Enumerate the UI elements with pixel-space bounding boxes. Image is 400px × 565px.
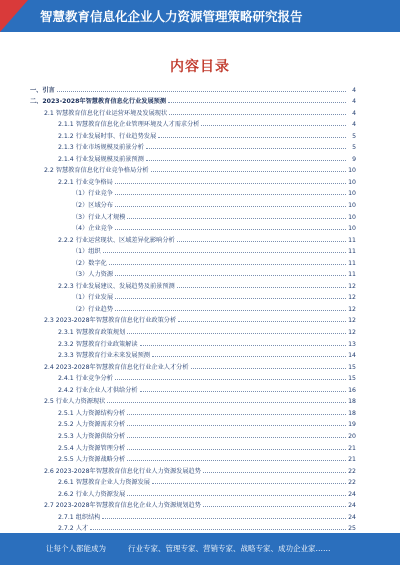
toc-page-number: 18 [348,409,356,417]
toc-page-number: 24 [348,490,356,498]
toc-page-number: 14 [348,352,356,360]
toc-leader-dots [201,125,346,126]
footer-slogan-left: 让每个人都能成为 [46,544,106,553]
toc-entry-text: 2.6 2023-2028年智慧教育信息化行业人力资源发展趋势 [44,467,201,475]
toc-leader-dots [115,206,346,207]
toc-entry[interactable] [30,209,356,221]
toc-leader-dots [168,102,346,103]
report-title: 智慧教育信息化企业人力资源管理策略研究报告 [40,9,303,24]
toc-entry[interactable] [30,486,356,498]
toc-entry[interactable] [30,301,356,313]
toc-page-number: 11 [348,271,356,279]
toc-page-number: 22 [348,479,356,487]
toc-page-number: 10 [348,178,356,186]
toc-entry[interactable] [30,371,356,383]
toc-entry[interactable] [30,163,356,175]
toc-page-number: 10 [348,213,356,221]
toc-entry-text: （2）数字化 [72,259,107,267]
toc-page-number: 18 [348,398,356,406]
toc-entry-text: 2.3 2023-2028年智慧教育信息化行业政策分析 [44,317,177,325]
toc-entry-text: 2.7.2 人才 [58,525,89,533]
toc-leader-dots [115,183,346,184]
toc-entry[interactable] [30,267,356,279]
toc-heading: 内容目录 [170,59,230,75]
toc-entry-text: 2.6.2 行业人力资源发展 [58,490,126,498]
toc-page-number: 4 [352,121,356,129]
toc-page-number: 21 [348,456,356,464]
toc-page-number: 4 [352,98,356,106]
toc-entry[interactable] [30,324,356,336]
toc-leader-dots [152,483,346,484]
toc-entry-text: 一、引言 [30,86,55,94]
toc-leader-dots [127,495,346,496]
toc-leader-dots [127,333,346,334]
footer-slogan-right: 行业专家、管理专家、营销专家、战略专家、成功企业家…… [128,544,331,553]
toc-entry-text: 2.4.1 行业竞争分析 [58,375,113,383]
toc-entry[interactable] [30,94,356,106]
toc-entry-text: 2.5.2 人力资源需求分析 [58,421,126,429]
toc-page-number: 4 [352,86,356,94]
toc-leader-dots [169,114,346,115]
toc-leader-dots [115,379,346,380]
page-footer [0,533,400,565]
toc-entry[interactable] [30,186,356,198]
toc-entry[interactable] [30,417,356,429]
toc-entry-text: （1）组织 [72,248,101,256]
toc-entry-text: 2.2.2 行业运营现状、区域差异化影响分析 [58,236,175,244]
toc-entry[interactable] [30,440,356,452]
toc-leader-dots [127,414,346,415]
toc-leader-dots [152,356,346,357]
toc-entry-text: 2.1 智慧教育信息化行业运营环境及发展现状 [44,109,168,117]
toc-page-number: 13 [348,340,356,348]
toc-leader-dots [140,345,346,346]
toc-entry-text: （3）人力资源 [72,271,114,279]
toc-entry-text: 2.2.3 行业发展建议、发展趋势及前景预测 [58,282,175,290]
toc-entry[interactable] [30,232,356,244]
toc-page-number: 12 [348,305,356,313]
toc-page-number: 9 [352,155,356,163]
toc-entry-text: 2.5.4 人力资源管理分析 [58,444,126,452]
toc-page-number: 24 [348,513,356,521]
toc-entry-text: 2.1.3 行业市场规模及前景分析 [58,144,144,152]
toc-page-number: 12 [348,329,356,337]
toc-entry-text: 2.5.3 人力资源供给分析 [58,432,126,440]
toc-page-number: 12 [348,294,356,302]
toc-leader-dots [151,171,346,172]
toc-entry-text: 2.1.2 行业发展时事、行业趋势发展 [58,132,157,140]
toc-leader-dots [178,321,346,322]
toc-leader-dots [57,91,346,92]
toc-leader-dots [127,425,346,426]
toc-entry-text: （1）行业发展 [72,294,114,302]
toc-entry[interactable] [30,128,356,140]
toc-page-number: 19 [348,421,356,429]
toc-page-number: 5 [352,144,356,152]
toc-page-number: 20 [348,432,356,440]
toc-entry[interactable] [30,521,356,533]
toc-entry[interactable] [30,382,356,394]
toc-entry-text: 2.2.1 行业竞争格局 [58,178,113,186]
toc-entry[interactable] [30,151,356,163]
toc-page-number: 12 [348,317,356,325]
toc-entry[interactable] [30,105,356,117]
toc-page-number: 4 [352,109,356,117]
toc-entry-text: （4）企业竞争 [72,225,114,233]
toc-leader-dots [107,402,346,403]
toc-leader-dots [103,252,346,253]
toc-entry-text: （3）行业人才规模 [72,213,126,221]
toc-entry-text: 2.5 行业人力资源现状 [44,398,106,406]
toc-page-number: 10 [348,167,356,175]
toc-leader-dots [115,298,346,299]
toc-entry-text: （1）行业竞争 [72,190,114,198]
toc-leader-dots [146,148,346,149]
toc-leader-dots [146,160,346,161]
toc-leader-dots [115,194,346,195]
toc-page-number: 24 [348,502,356,510]
toc-entry[interactable] [30,82,356,94]
toc-leader-dots [115,275,346,276]
toc-leader-dots [177,241,346,242]
toc-entry[interactable] [30,140,356,152]
toc-page-number: 10 [348,202,356,210]
toc-entry[interactable] [30,278,356,290]
toc-page-number: 10 [348,190,356,198]
toc-entry-text: 2.5.5 人力资源战略分析 [58,456,126,464]
toc-page-number: 25 [348,525,356,533]
toc-page-number: 11 [348,236,356,244]
toc-entry-text: 2.6.1 智慧教育企业人力资源发展 [58,479,150,487]
toc-entry[interactable] [30,394,356,406]
toc-leader-dots [102,518,346,519]
toc-entry-text: 2.1.4 行业发展规模及前景预测 [58,155,144,163]
toc-entry[interactable] [30,463,356,475]
toc-page-number: 11 [348,259,356,267]
toc-leader-dots [177,287,346,288]
toc-leader-dots [115,229,346,230]
toc-entry[interactable] [30,313,356,325]
table-of-contents [30,82,356,544]
toc-entry[interactable] [30,174,356,186]
toc-leader-dots [191,368,346,369]
toc-leader-dots [203,506,346,507]
toc-leader-dots [90,529,346,530]
toc-entry[interactable] [30,255,356,267]
toc-leader-dots [109,264,346,265]
toc-entry[interactable] [30,197,356,209]
toc-page-number: 15 [348,375,356,383]
toc-entry-text: 2.3.1 智慧教育政策规划 [58,329,126,337]
toc-entry-text: 2.1.1 智慧教育信息化企业管理环境及人才需求分析 [58,121,200,129]
toc-entry-text: 2.3.2 智慧教育行业政策解读 [58,340,138,348]
toc-entry[interactable] [30,348,356,360]
toc-entry-text: 2.2 智慧教育信息化行业竞争格局分析 [44,167,149,175]
toc-entry-text: 2.3.3 智慧教育行业未来发展预测 [58,352,150,360]
toc-leader-dots [127,449,346,450]
toc-entry-text: 2.7 2023-2028年智慧教育信息化企业人力资源规划趋势 [44,502,201,510]
toc-entry-text: 2.5.1 人力资源结构分析 [58,409,126,417]
toc-leader-dots [140,391,346,392]
toc-entry[interactable] [30,221,356,233]
toc-entry[interactable] [30,428,356,440]
toc-entry[interactable] [30,509,356,521]
toc-entry[interactable] [30,244,356,256]
toc-page-number: 12 [348,282,356,290]
toc-entry-text: （2）行业趋势 [72,305,114,313]
toc-page-number: 21 [348,444,356,452]
toc-entry[interactable] [30,405,356,417]
toc-page-number: 15 [348,363,356,371]
toc-entry-text: 2.7.1 组织结构 [58,513,101,521]
toc-entry[interactable] [30,359,356,371]
toc-leader-dots [127,437,346,438]
toc-entry[interactable] [30,290,356,302]
toc-page-number: 5 [352,132,356,140]
toc-entry[interactable] [30,475,356,487]
page-header [0,0,400,38]
toc-entry-text: 二、2023-2028年智慧教育信息化行业发展预测 [30,98,167,106]
toc-leader-dots [115,310,346,311]
toc-entry[interactable] [30,452,356,464]
toc-entry-text: 2.4.2 行业企业人才供给分析 [58,386,138,394]
toc-entry-text: 2.4 2023-2028年智慧教育信息化行业企业人才分析 [44,363,189,371]
toc-page-number: 10 [348,225,356,233]
header-accent-shape [0,0,28,32]
toc-entry[interactable] [30,117,356,129]
toc-page-number: 22 [348,467,356,475]
toc-entry-text: （2）区域分布 [72,202,114,210]
toc-leader-dots [203,472,346,473]
toc-leader-dots [127,460,346,461]
toc-page-number: 16 [348,386,356,394]
toc-leader-dots [158,137,346,138]
toc-entry[interactable] [30,498,356,510]
toc-leader-dots [127,218,346,219]
toc-entry[interactable] [30,336,356,348]
toc-page-number: 11 [348,248,356,256]
